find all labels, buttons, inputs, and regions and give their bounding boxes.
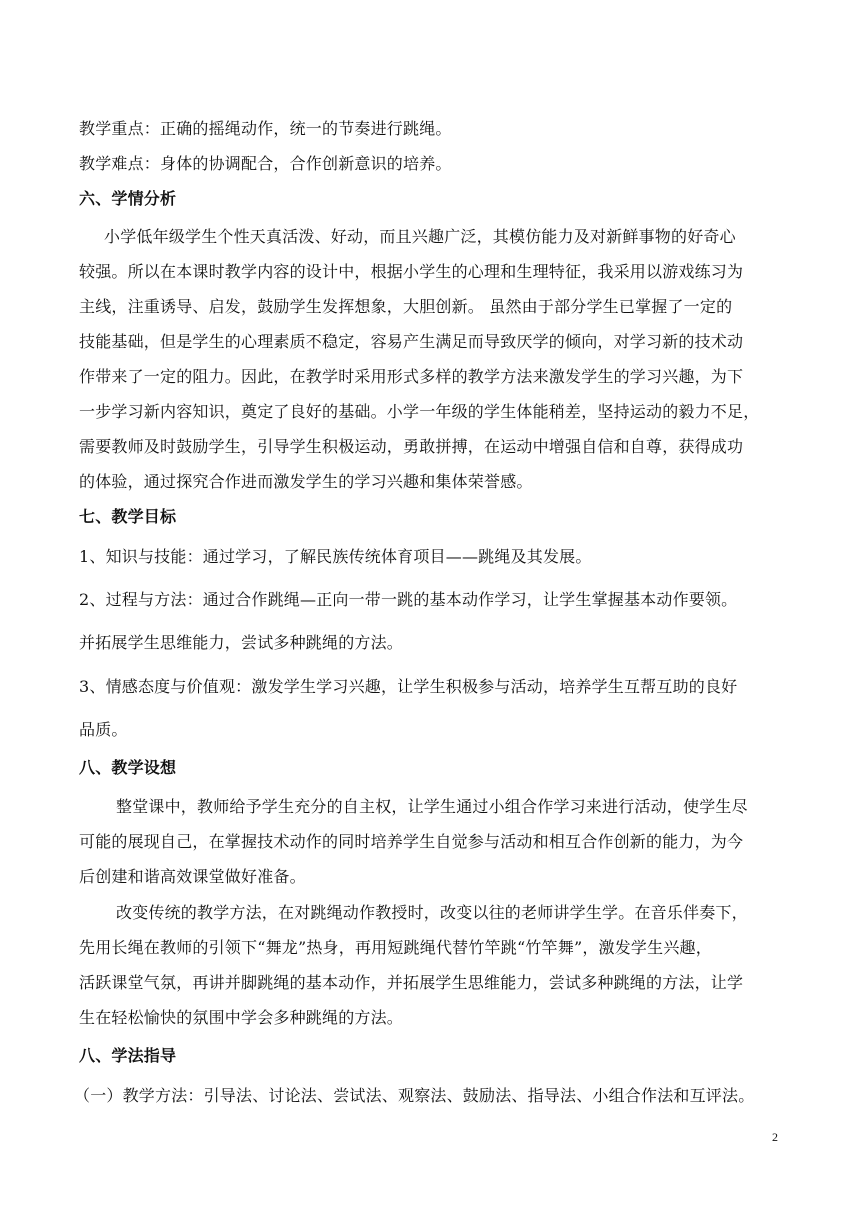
section-heading-teaching-concept: 八、教学设想 bbox=[79, 758, 177, 777]
paragraph-line: 较强。所以在本课时教学内容的设计中，根据小学生的心理和生理特征，我采用以游戏练习为 bbox=[79, 262, 744, 281]
paragraph-line: 活跃课堂气氛，再讲并脚跳绳的基本动作，并拓展学生思维能力，尝试多种跳绳的方法，让学 bbox=[79, 973, 744, 992]
section-heading-learning-guidance: 八、学法指导 bbox=[79, 1046, 177, 1065]
goal-item: 3、情感态度与价值观：激发学生学习兴趣，让学生积极参与活动，培养学生互帮互助的良好 bbox=[79, 677, 738, 696]
paragraph-line: 整堂课中，教师给予学生充分的自主权，让学生通过小组合作学习来进行活动，使学生尽 bbox=[116, 797, 748, 816]
paragraph-line: 后创建和谐高效课堂做好准备。 bbox=[79, 867, 306, 886]
teaching-difficulty: 教学难点：身体的协调配合，合作创新意识的培养。 bbox=[79, 154, 452, 173]
section-heading-teaching-goals: 七、教学目标 bbox=[79, 507, 177, 526]
paragraph-line: 可能的展现自己，在掌握技术动作的同时培养学生自觉参与活动和相互合作创新的能力，为今 bbox=[79, 832, 744, 851]
teaching-methods-line: （一）教学方法：引导法、讨论法、尝试法、观察法、鼓励法、指导法、小组合作法和互评法。 bbox=[74, 1086, 755, 1105]
paragraph-line: 主线，注重诱导、启发，鼓励学生发挥想象，大胆创新。 虽然由于部分学生已掌握了一定的 bbox=[79, 297, 733, 316]
paragraph-line: 先用长绳在教师的引领下“舞龙”热身，再用短跳绳代替竹竿跳“竹竿舞”，激发学生兴趣， bbox=[79, 938, 712, 957]
section-heading-learning-analysis: 六、学情分析 bbox=[79, 189, 177, 208]
paragraph-line: 作带来了一定的阻力。因此，在教学时采用形式多样的教学方法来激发学生的学习兴趣，为下 bbox=[79, 367, 744, 386]
page-number: 2 bbox=[772, 1130, 778, 1144]
paragraph-line: 小学低年级学生个性天真活泼、好动，而且兴趣广泛，其模仿能力及对新鲜事物的好奇心 bbox=[104, 227, 736, 246]
paragraph-line: 改变传统的教学方法，在对跳绳动作教授时，改变以往的老师讲学生学。在音乐伴奏下， bbox=[116, 903, 748, 922]
paragraph-line: 一步学习新内容知识，奠定了良好的基础。小学一年级的学生体能稍差，坚持运动的毅力不足， bbox=[79, 402, 760, 421]
goal-item-continuation: 并拓展学生思维能力，尝试多种跳绳的方法。 bbox=[79, 633, 404, 652]
paragraph-line: 需要教师及时鼓励学生，引导学生积极运动，勇敢拼搏，在运动中增强自信和自尊，获得成功 bbox=[79, 437, 744, 456]
paragraph-line: 生在轻松愉快的氛围中学会多种跳绳的方法。 bbox=[79, 1008, 404, 1027]
paragraph-line: 技能基础，但是学生的心理素质不稳定，容易产生满足而导致厌学的倾向，对学习新的技术动 bbox=[79, 332, 744, 351]
goal-item: 1、知识与技能：通过学习，了解民族传统体育项目——跳绳及其发展。 bbox=[79, 547, 592, 566]
teaching-key-point: 教学重点：正确的摇绳动作，统一的节奏进行跳绳。 bbox=[79, 119, 452, 138]
goal-item: 2、过程与方法：通过合作跳绳—正向一带一跳的基本动作学习，让学生掌握基本动作要领。 bbox=[79, 590, 738, 609]
goal-item-continuation: 品质。 bbox=[79, 720, 128, 739]
paragraph-line: 的体验，通过探究合作进而激发学生的学习兴趣和集体荣誉感。 bbox=[79, 472, 533, 491]
